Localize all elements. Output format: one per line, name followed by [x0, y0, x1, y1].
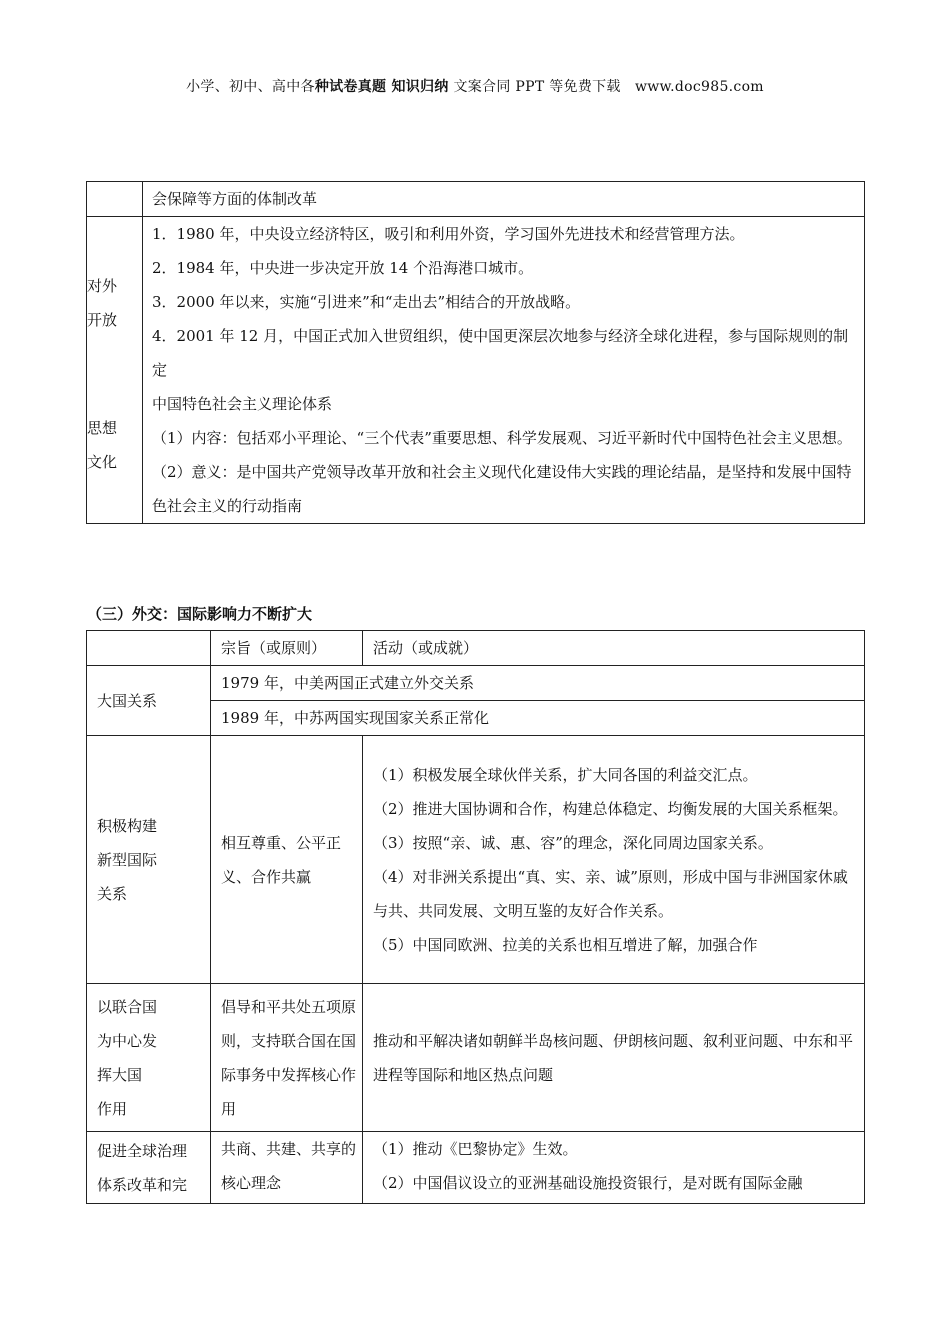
un-center-label — [87, 984, 211, 1132]
label-thought-1: 思想 — [87, 419, 118, 437]
label-opening-2: 开放 — [87, 311, 118, 329]
header-activity: 活动（或成就） — [363, 631, 865, 666]
activity-item: （2）中国倡议设立的亚洲基础设施投资银行，是对既有国际金融 — [373, 1174, 803, 1192]
table-header-row — [87, 631, 865, 666]
table-row — [87, 182, 865, 217]
global-governance-label — [87, 1132, 211, 1204]
opening-cell — [143, 217, 865, 524]
reform-table — [86, 181, 865, 524]
label-line: 挥大国 — [97, 1065, 143, 1084]
label-line: 新型国际 — [97, 850, 158, 869]
header-text-4: 文案合同 PPT 等免费下载 — [448, 79, 621, 95]
label-cell — [87, 217, 143, 524]
empty-label-cell — [87, 182, 143, 217]
opening-item-3: 3．2000 年以来，实施“引进来”和“走出去”相结合的开放战略。 — [152, 293, 581, 311]
label-line: 关系 — [97, 884, 128, 903]
new-relations-label — [87, 736, 211, 984]
label-line: 以联合国 — [97, 997, 158, 1016]
header-principle: 宗旨（或原则） — [211, 631, 363, 666]
thought-title: 中国特色社会主义理论体系 — [152, 395, 333, 413]
header-empty-cell — [87, 631, 211, 666]
table-row — [87, 1132, 865, 1204]
activity-item: （4）对非洲关系提出“真、实、亲、诚”原则，形成中国与非洲国家休戚与共、共同发展、文明互鉴的友好合作关系。 — [373, 867, 848, 920]
un-center-activity: 推动和平解决诸如朝鲜半岛核问题、伊朗核问题、叙利亚问题、中东和平进程等国际和地区热点问题 — [363, 984, 865, 1132]
label-line: 促进全球治理 — [97, 1141, 188, 1160]
label-thought-2: 文化 — [87, 453, 118, 471]
global-governance-principle: 共商、共建、共享的核心理念 — [211, 1132, 363, 1204]
thought-item-1: （1）内容：包括邓小平理论、“三个代表”重要思想、科学发展观、习近平新时代中国特色社会主义思想。 — [152, 429, 852, 447]
opening-item-4: 4．2001 年 12 月，中国正式加入世贸组织，使中国更深层次地参与经济全球化进程，参与国际规则的制定 — [152, 327, 849, 379]
header-text-1: 小学、初中、高中各 — [186, 79, 315, 95]
great-power-row-1: 1979 年，中美两国正式建立外交关系 — [211, 666, 865, 701]
section-title: （三）外交：国际影响力不断扩大 — [87, 605, 313, 623]
great-power-row-2: 1989 年，中苏两国实现国家关系正常化 — [211, 701, 865, 736]
table-row — [87, 217, 865, 524]
opening-item-1: 1．1980 年，中央设立经济特区，吸引和利用外资，学习国外先进技术和经营管理方法。 — [152, 225, 745, 243]
activity-item: （2）推进大国协调和合作，构建总体稳定、均衡发展的大国关系框架。 — [373, 799, 848, 818]
label-line: 积极构建 — [97, 816, 158, 835]
global-governance-activities — [363, 1132, 865, 1204]
header-text-2: 种试卷真题 — [314, 79, 387, 95]
table-row — [87, 666, 865, 701]
label-line: 为中心发 — [97, 1031, 158, 1050]
header-text-3: 知识归纳 — [386, 79, 449, 95]
opening-item-2: 2．1984 年，中央进一步决定开放 14 个沿海港口城市。 — [152, 259, 534, 277]
continued-text-cell: 会保障等方面的体制改革 — [143, 182, 865, 217]
un-center-principle: 倡导和平共处五项原则，支持联合国在国际事务中发挥核心作用 — [211, 984, 363, 1132]
activity-item: （3）按照“亲、诚、惠、容”的理念，深化同周边国家关系。 — [373, 833, 773, 852]
activity-item: （1）积极发展全球伙伴关系，扩大同各国的利益交汇点。 — [373, 765, 758, 784]
diplomacy-table — [86, 630, 865, 1204]
new-relations-activities — [363, 736, 865, 984]
header-site-link[interactable]: www.doc985.com — [634, 79, 764, 95]
activity-item: （1）推动《巴黎协定》生效。 — [373, 1140, 578, 1158]
thought-item-2: （2）意义：是中国共产党领导改革开放和社会主义现代化建设伟大实践的理论结晶，是坚持和发展中国特色社会主义的行动指南 — [152, 463, 852, 515]
table-row — [87, 984, 865, 1132]
great-power-label: 大国关系 — [87, 666, 211, 736]
label-line: 体系改革和完 — [97, 1175, 188, 1194]
page-header — [0, 76, 950, 96]
label-opening-1: 对外 — [87, 277, 118, 295]
new-relations-principle: 相互尊重、公平正义、合作共赢 — [211, 736, 363, 984]
table-row — [87, 736, 865, 984]
activity-item: （5）中国同欧洲、拉美的关系也相互增进了解，加强合作 — [373, 935, 758, 954]
label-line: 作用 — [97, 1099, 128, 1118]
